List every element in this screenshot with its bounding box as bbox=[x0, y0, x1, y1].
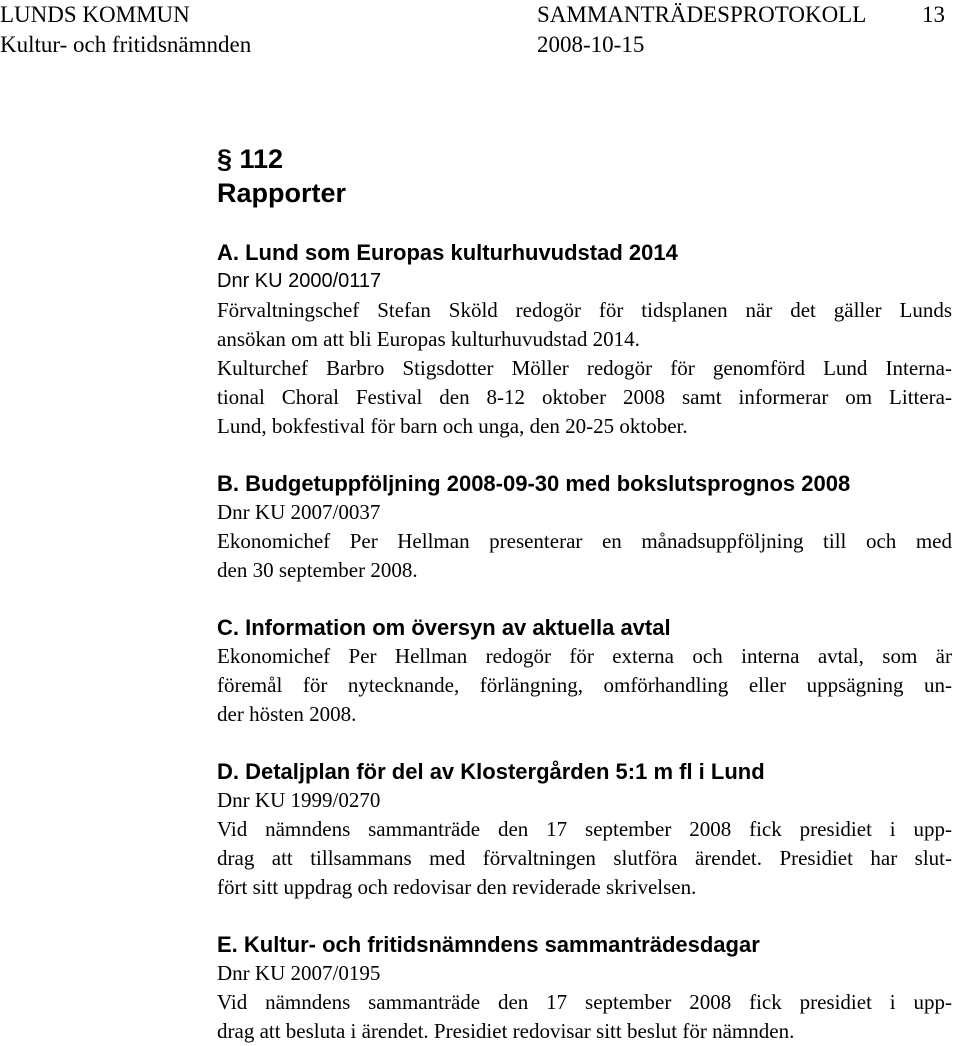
text-line: den 30 september 2008. bbox=[217, 558, 418, 582]
section-c bbox=[217, 613, 952, 729]
section-title: E. Kultur- och fritidsnämndens sammanträdesdagar bbox=[217, 932, 760, 957]
section-a bbox=[217, 238, 952, 441]
page-header bbox=[0, 0, 960, 60]
text-line: Förvaltningschef Stefan Sköld redogör för tidsplanen när det gäller Lunds bbox=[217, 298, 952, 322]
text-line: Ekonomichef Per Hellman redogör för externa och interna avtal, som är bbox=[217, 644, 952, 668]
text-line: fört sitt uppdrag och redovisar den reviderade skrivelsen. bbox=[217, 875, 697, 899]
text-line: Ekonomichef Per Hellman presenterar en månadsuppföljning till och med bbox=[217, 529, 952, 553]
document-type: SAMMANTRÄDESPROTOKOLL bbox=[537, 2, 867, 27]
section-e bbox=[217, 930, 952, 1046]
protocol-body bbox=[217, 142, 952, 1046]
text-line: Vid nämndens sammanträde den 17 september 2008 fick presidiet i upp- bbox=[217, 817, 952, 841]
section-title: D. Detaljplan för del av Klostergården 5:1 m fl i Lund bbox=[217, 759, 765, 784]
committee-name: Kultur- och fritidsnämnden bbox=[0, 32, 252, 57]
text-line: föremål för nytecknande, förlängning, omförhandling eller uppsägning un- bbox=[217, 673, 952, 697]
case-number: Dnr KU 1999/0270 bbox=[217, 788, 381, 812]
text-line: drag att besluta i ärendet. Presidiet redovisar sitt beslut för nämnden. bbox=[217, 1019, 795, 1043]
paragraph-heading bbox=[217, 142, 952, 210]
header-line-2 bbox=[0, 30, 960, 60]
case-number: Dnr KU 2007/0195 bbox=[217, 961, 381, 985]
page-number: 13 bbox=[922, 2, 945, 27]
meeting-date: 2008-10-15 bbox=[537, 32, 645, 57]
text-line: der hösten 2008. bbox=[217, 702, 357, 726]
header-line-1 bbox=[0, 0, 960, 30]
paragraph-title: Rapporter bbox=[217, 178, 347, 208]
case-number: Dnr KU 2007/0037 bbox=[217, 500, 381, 524]
text-line: Kulturchef Barbro Stigsdotter Möller redogör för genomförd Lund Interna- bbox=[217, 356, 952, 380]
text-line: Lund, bokfestival för barn och unga, den 20-25 oktober. bbox=[217, 414, 688, 438]
section-b bbox=[217, 469, 952, 585]
text-line: ansökan om att bli Europas kulturhuvudstad 2014. bbox=[217, 327, 640, 351]
section-title: A. Lund som Europas kulturhuvudstad 2014 bbox=[217, 240, 678, 265]
section-title: C. Information om översyn av aktuella avtal bbox=[217, 615, 671, 640]
section-title: B. Budgetuppföljning 2008-09-30 med bokslutsprognos 2008 bbox=[217, 471, 851, 496]
case-number: Dnr KU 2000/0117 bbox=[217, 270, 382, 292]
org-name: LUNDS KOMMUN bbox=[0, 2, 190, 27]
section-d bbox=[217, 757, 952, 902]
text-line: tional Choral Festival den 8-12 oktober 2008 samt informerar om Littera- bbox=[217, 385, 952, 409]
paragraph-number: § 112 bbox=[217, 144, 284, 174]
text-line: Vid nämndens sammanträde den 17 september 2008 fick presidiet i upp- bbox=[217, 990, 952, 1014]
text-line: drag att tillsammans med förvaltningen slutföra ärendet. Presidiet har slut- bbox=[217, 846, 952, 870]
